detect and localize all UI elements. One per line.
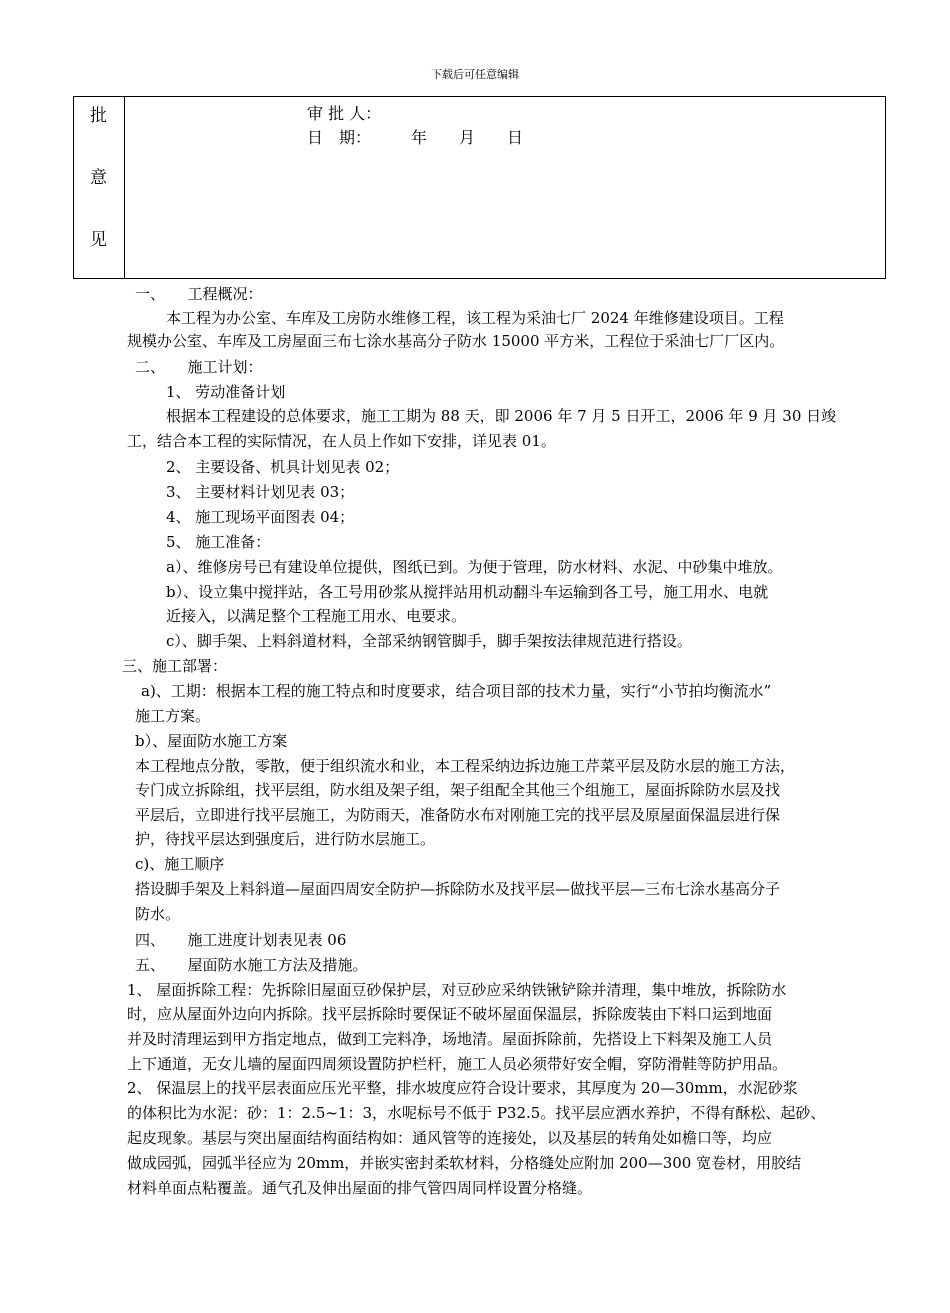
paragraph-line: 2、 保温层上的找平层表面应压光平整，排水坡度应符合设计要求，其厚度为 20—30mm，水泥砂浆 [127,1079,798,1097]
list-item: 2、 主要设备、机具计划见表 02； [166,458,400,476]
approver-label: 审 批 人： [307,104,382,123]
paragraph-line: 做成园弧，园弧半径应为 20mm，并嵌实密封柔软材料，分格缝处应附加 200—300 宽卷材，用胶结 [127,1154,802,1172]
paragraph-line: 防水。 [135,905,181,923]
list-item: 1、 劳动准备计划 [166,383,286,401]
paragraph-line: 1、 屋面拆除工程：先拆除旧屋面豆砂保护层，对豆砂应采纳铁锹铲除并清理，集中堆放，拆除防水 [127,981,787,999]
paragraph-line: 施工方案。 [135,707,211,725]
approval-date-label: 日 期： 年 月 日 [307,128,524,147]
list-item: 3、 主要材料计划见表 03； [166,483,355,501]
section-heading: 三、施工部署： [122,657,228,675]
paragraph-line: 的体积比为水泥：砂：1：2.5~1：3，水呢标号不低于 P32.5。找平层应洒水养护，不得有酥松、起砂、 [127,1104,826,1122]
paragraph-line: 起皮现象。基层与突出屋面结构面结构如：通风管等的连接处，以及基层的转角处如檐口等，均应 [127,1129,773,1147]
list-item: a）、维修房号已有建设单位提供，图纸已到。为便于管理，防水材料、水泥、中砂集中堆放。 [166,558,783,576]
list-item: c）、脚手架、上料斜道材料，全部采纳钢管脚手，脚手架按法律规范进行搭设。 [166,632,692,650]
paragraph-line: 并及时清理运到甲方指定地点，做到工完料净，场地清。屋面拆除前，先搭设上下料架及施工人员 [127,1030,773,1048]
approval-char-jian: 见 [90,230,107,250]
list-item: b）、屋面防水施工方案 [135,732,288,750]
section-heading: 五、 屋面防水施工方法及措施。 [135,956,368,974]
paragraph-line: 根据本工程建设的总体要求，施工工期为 88 天，即 2006 年 7 月 5 日开工，2006 年 9 月 30 日竣 [166,407,837,425]
paragraph-line: 上下通道，无女儿墙的屋面四周须设置防护栏杆，施工人员必须带好安全帽，穿防滑鞋等防护用品。 [127,1055,788,1073]
paragraph-line: 工，结合本工程的实际情况，在人员上作如下安排，详见表 01。 [127,432,556,450]
approval-divider [124,97,125,278]
approval-box [73,96,886,279]
paragraph-line: 本工程为办公室、车库及工房防水维修工程，该工程为采油七厂 2024 年维修建设项目。工程 [166,309,784,327]
section-heading: 二、 施工计划： [135,358,263,376]
paragraph-line: 专门成立拆除组，找平层组，防水组及架子组，架子组配全其他三个组施工，屋面拆除防水层及找 [135,781,781,799]
list-item: 4、 施工现场平面图表 04； [166,508,355,526]
paragraph-line: 搭设脚手架及上料斜道—屋面四周安全防护—拆除防水及找平层—做找平层—三布七涂水基高分子 [135,880,781,898]
paragraph-line: 平层后，立即进行找平层施工，为防雨天，准备防水布对刚施工完的找平层及原屋面保温层进行保 [135,806,781,824]
list-item: a)、工期：根据本工程的施工特点和时度要求，结合项目部的技术力量，实行“小节拍均衡流水” [141,682,772,700]
section-heading: 一、 工程概况： [135,285,263,303]
paragraph-line: 近接入，以满足整个工程施工用水、电要求。 [166,607,467,625]
approval-char-yi: 意 [90,168,107,188]
page-header: 下载后可任意编辑 [431,68,519,81]
paragraph-line: 本工程地点分散，零散，便于组织流水和业，本工程采纳边拆边施工芹菜平层及防水层的施工方法， [135,757,796,775]
approval-char-pi: 批 [90,106,107,126]
paragraph-line: 时，应从屋面外边向内拆除。找平层拆除时要保证不破坏屋面保温层，拆除废装由下料口运到地面 [127,1005,773,1023]
paragraph-line: 规模办公室、车库及工房屋面三布七涂水基高分子防水 15000 平方米，工程位于采油七厂厂区内。 [127,332,785,350]
list-item: 5、 施工准备： [166,533,271,551]
list-item: c)、施工顺序 [135,855,225,873]
paragraph-line: 材料单面点粘覆盖。通气孔及伸出屋面的排气管四周同样设置分格缝。 [127,1179,593,1197]
list-item: b）、设立集中搅拌站，各工号用砂浆从搅拌站用机动翻斗车运输到各工号，施工用水、电就 [166,583,769,601]
section-heading: 四、 施工进度计划表见表 06 [135,931,347,949]
paragraph-line: 护，待找平层达到强度后，进行防水层施工。 [135,830,436,848]
